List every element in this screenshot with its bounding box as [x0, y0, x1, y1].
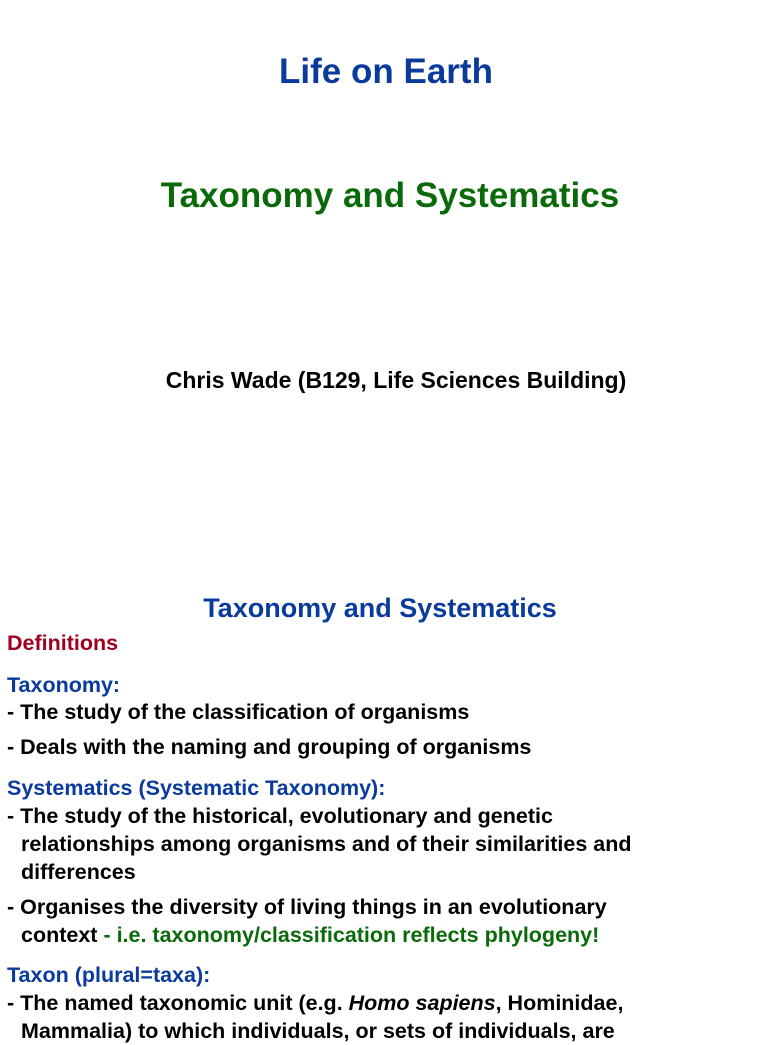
taxonomy-item-1: - The study of the classification of organisms — [7, 700, 470, 724]
definitions-heading: Definitions — [7, 631, 119, 655]
slide1-author: Chris Wade (B129, Life Sciences Building) — [165, 367, 627, 393]
taxonomy-heading: Taxonomy: — [7, 673, 121, 697]
taxon-item-suffix: , Hominidae, — [495, 991, 624, 1015]
slide1-title: Life on Earth — [279, 52, 493, 91]
systematics-item-2-context: context — [21, 923, 98, 947]
systematics-item-1-line-3: differences — [21, 860, 136, 884]
systematics-item-1-line-2: relationships among organisms and of their similarities and — [21, 832, 632, 856]
slide1-subtitle: Taxonomy and Systematics — [160, 176, 620, 215]
taxon-item-prefix: - The named taxonomic unit (e.g. — [7, 991, 349, 1015]
taxon-item-species: Homo sapiens — [348, 991, 496, 1015]
taxon-heading: Taxon (plural=taxa): — [7, 963, 211, 987]
systematics-item-1-line-1: - The study of the historical, evolutionary and genetic — [7, 804, 553, 828]
phylogeny-note: - i.e. taxonomy/classification reflects phylogeny! — [97, 923, 600, 947]
systematics-item-2-line-1: - Organises the diversity of living things in an evolutionary — [7, 895, 607, 919]
systematics-item-2-line-2 — [21, 921, 599, 949]
taxonomy-item-2: - Deals with the naming and grouping of organisms — [7, 735, 532, 759]
slide2-title: Taxonomy and Systematics — [203, 593, 557, 623]
systematics-heading: Systematics (Systematic Taxonomy): — [7, 776, 386, 800]
taxon-item-line-2: Mammalia) to which individuals, or sets of individuals, are — [21, 1019, 615, 1043]
taxon-item-line-1 — [7, 989, 623, 1017]
